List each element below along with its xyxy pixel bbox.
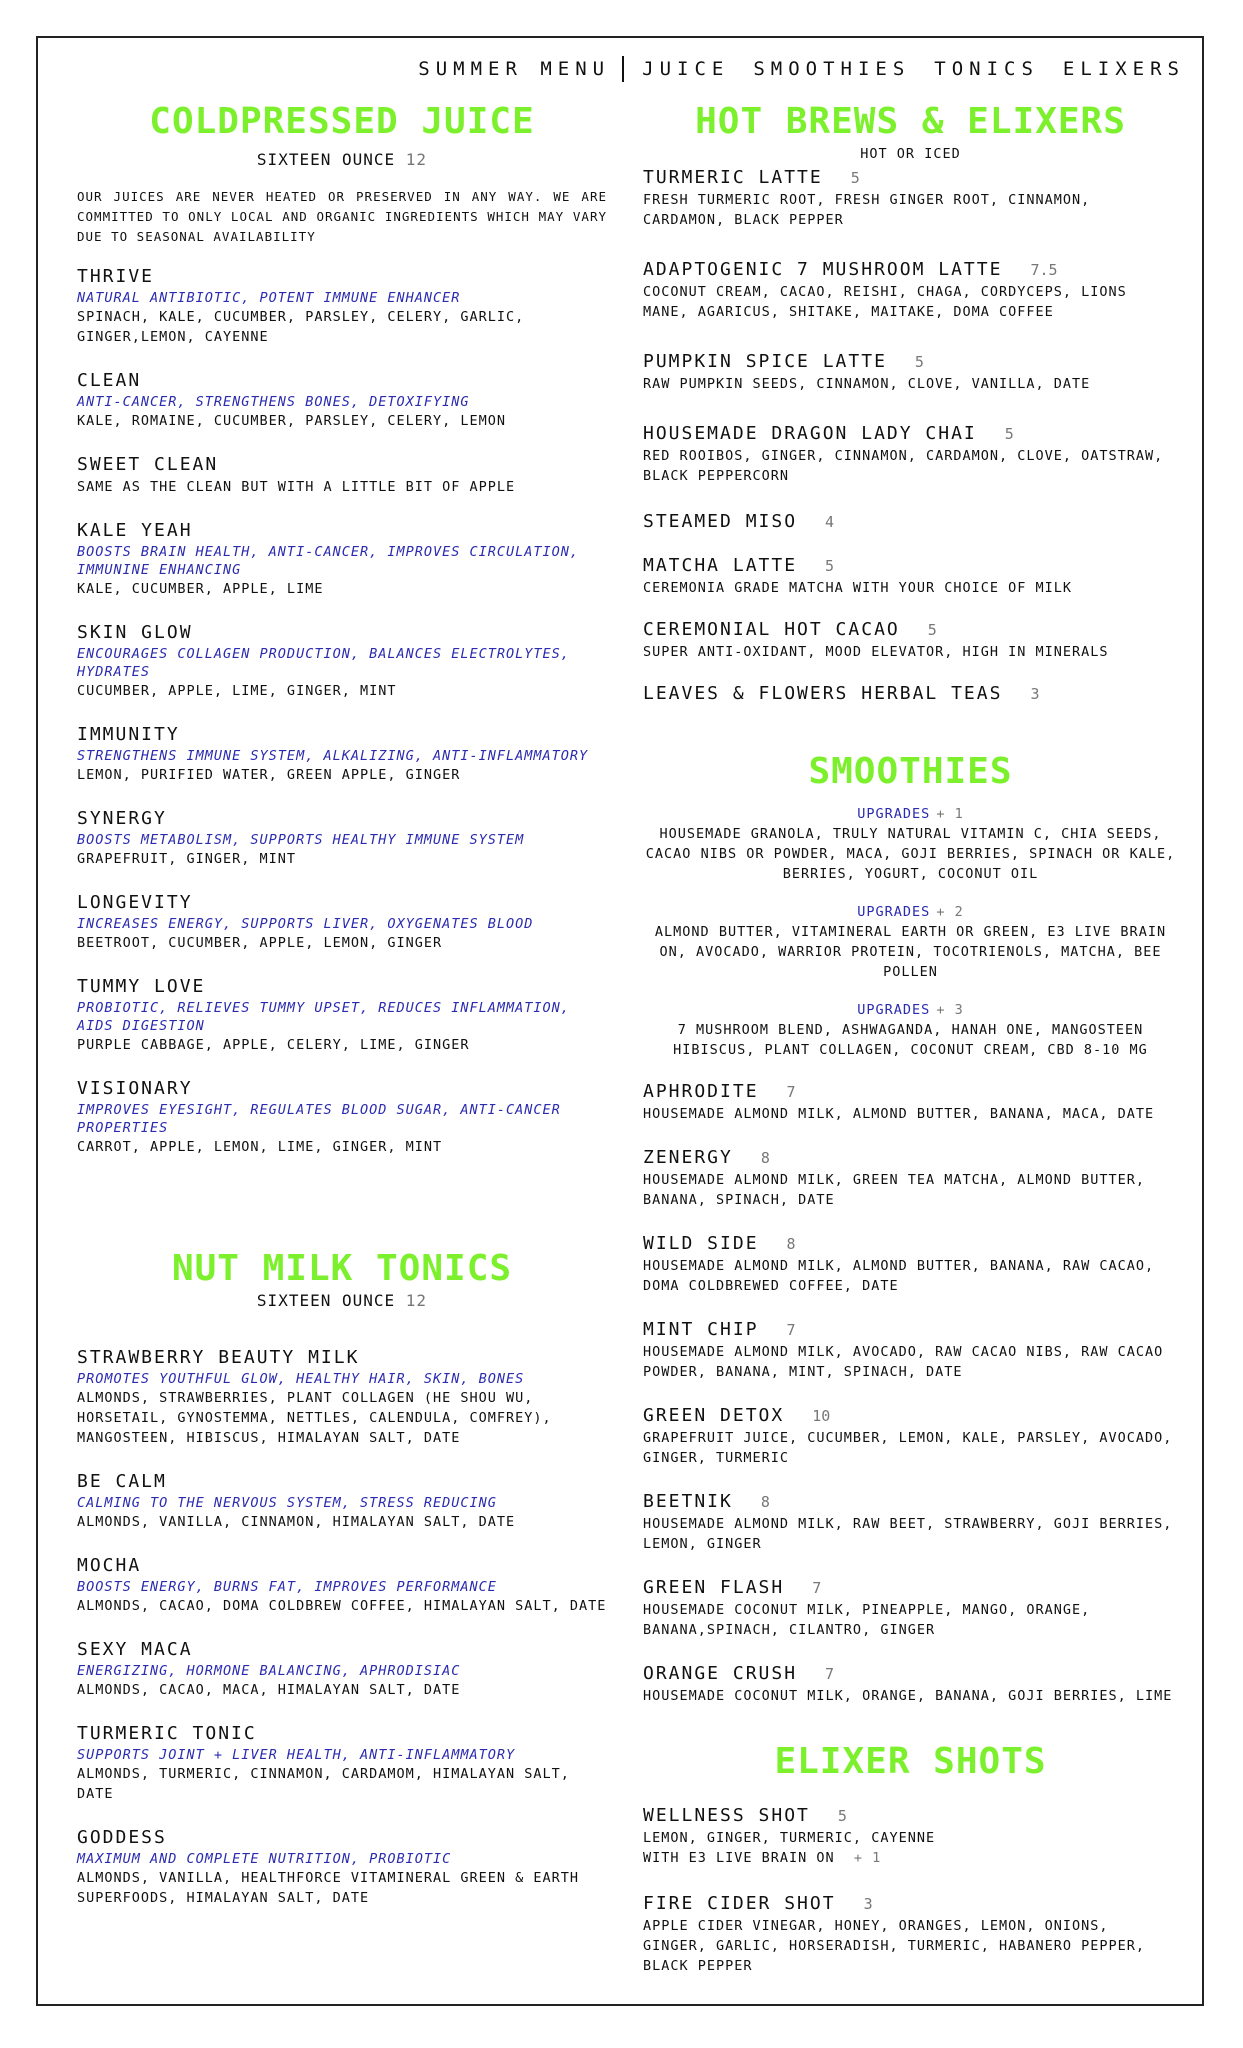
tonics-size-label: SIXTEEN OUNCE [256,1291,396,1310]
shot-item-ingredients: LEMON, GINGER, TURMERIC, CAYENNE [643,1830,936,1846]
smoothie-item-name [643,1662,1178,1686]
tonic-item-ingredients: ALMONDS, STRAWBERRIES, PLANT COLLAGEN (HE SHOU WU, HORSETAIL, GYNOSTEMMA, NETTLES, CALENDULA, COMFREY), MANGOSTEEN, HIBISCUS, HIMALAYAN SALT, DATE [77,1390,552,1446]
smoothie-item-title: ZENERGY [643,1147,733,1168]
juice-item-ingredients: SAME AS THE CLEAN BUT WITH A LITTLE BIT OF APPLE [77,479,516,495]
upgrade-options: HOUSEMADE GRANOLA, TRULY NATURAL VITAMIN C, CHIA SEEDS, CACAO NIBS OR POWDER, MACA, GOJI BERRIES, SPINACH OR KALE, BERRIES, YOGURT, COCONUT OIL [645,826,1176,882]
tonic-item-name: STRAWBERRY BEAUTY MILK [77,1347,360,1368]
upgrade-label: UPGRADES [857,904,931,920]
smoothie-item-ingredients: HOUSEMADE ALMOND MILK, AVOCADO, RAW CACAO NIBS, RAW CACAO POWDER, BANANA, MINT, SPINACH, DATE [643,1344,1164,1380]
smoothie-item [643,1146,1178,1210]
smoothies-section-title: SMOOTHIES [808,751,1013,792]
tonic-item [77,1826,607,1908]
hot-item [643,554,1178,598]
nav-link-juice[interactable]: JUICE [642,58,730,80]
smoothie-item-price: 8 [760,1493,770,1511]
juice-item-ingredients: CUCUMBER, APPLE, LIME, GINGER, MINT [77,683,397,699]
hot-item [643,510,1178,534]
smoothie-item-name [643,1080,1178,1104]
hot-item-price: 5 [1004,425,1014,443]
juice-item [77,723,607,785]
tonic-item-ingredients: ALMONDS, TURMERIC, CINNAMON, CARDAMOM, HIMALAYAN SALT, DATE [77,1766,570,1802]
upgrade-label: UPGRADES [857,1002,931,1018]
juice-item-name: SYNERGY [77,808,167,829]
shot-item-title: FIRE CIDER SHOT [643,1893,836,1914]
shot-item-addon [643,1848,1178,1868]
smoothie-item-title: ORANGE CRUSH [643,1663,798,1684]
hot-item-price: 5 [825,557,835,575]
smoothie-item-price: 7 [812,1579,822,1597]
smoothie-item [643,1318,1178,1382]
hot-item-name [643,618,1178,642]
nav-link-tonics[interactable]: TONICS [934,58,1039,80]
juice-section-title: COLDPRESSED JUICE [149,101,535,142]
hot-item-ingredients: FRESH TURMERIC ROOT, FRESH GINGER ROOT, CINNAMON, CARDAMON, BLACK PEPPER [643,192,1091,228]
hot-item-ingredients: RED ROOIBOS, GINGER, CINNAMON, CARDAMON, CLOVE, OATSTRAW, BLACK PEPPERCORN [643,448,1164,484]
hot-section-title: HOT BREWS & ELIXERS [695,101,1126,142]
tonic-item-benefit: MAXIMUM AND COMPLETE NUTRITION, PROBIOTIC [77,1851,452,1867]
shot-item-ingredients: APPLE CIDER VINEGAR, HONEY, ORANGES, LEMON, ONIONS, GINGER, GARLIC, HORSERADISH, TURMERIC, HABANERO PEPPER, BLACK PEPPER [643,1918,1146,1974]
juice-list [77,265,607,1157]
smoothie-item-name [643,1576,1178,1600]
tonic-item [77,1346,607,1448]
juice-item-ingredients: SPINACH, KALE, CUCUMBER, PARSLEY, CELERY, GARLIC, GINGER,LEMON, CAYENNE [77,309,525,345]
shot-item-name [643,1804,1178,1828]
juice-item-benefit: IMPROVES EYESIGHT, REGULATES BLOOD SUGAR, ANTI-CANCER PROPERTIES [77,1102,561,1136]
smoothie-item-name [643,1146,1178,1170]
hot-item-name [643,166,1178,190]
smoothie-item [643,1576,1178,1640]
upgrade-title [643,1000,1178,1020]
juice-size-price: 12 [405,150,428,169]
nav-link-smoothies[interactable]: SMOOTHIES [753,58,911,80]
juice-item-ingredients: LEMON, PURIFIED WATER, GREEN APPLE, GINGER [77,767,461,783]
tonics-section [77,1247,607,1908]
juice-item [77,519,607,599]
hot-item-price: 4 [825,513,835,531]
hot-item-title: HOUSEMADE DRAGON LADY CHAI [643,423,977,444]
juice-item-ingredients: PURPLE CABBAGE, APPLE, CELERY, LIME, GINGER [77,1037,470,1053]
hot-item-name [643,682,1178,706]
smoothie-item-name [643,1490,1178,1514]
tonic-item-name: GODDESS [77,1827,167,1848]
tonic-item-name: SEXY MACA [77,1639,193,1660]
hot-item [643,258,1178,322]
smoothie-item-title: GREEN DETOX [643,1405,785,1426]
tonic-item-name: BE CALM [77,1471,167,1492]
smoothie-item-title: APHRODITE [643,1081,759,1102]
hot-item-price: 5 [927,621,937,639]
tonic-item [77,1638,607,1700]
hot-item-title: MATCHA LATTE [643,555,798,576]
tonic-item-benefit: PROMOTES YOUTHFUL GLOW, HEALTHY HAIR, SKIN, BONES [77,1371,525,1387]
smoothie-item [643,1080,1178,1124]
tonic-item [77,1554,607,1616]
hot-item-title: LEAVES & FLOWERS HERBAL TEAS [643,683,1003,704]
smoothie-item-ingredients: HOUSEMADE ALMOND MILK, RAW BEET, STRAWBERRY, GOJI BERRIES, LEMON, GINGER [643,1516,1173,1552]
hot-item-ingredients: COCONUT CREAM, CACAO, REISHI, CHAGA, CORDYCEPS, LIONS MANE, AGARICUS, SHITAKE, MAITAKE, DOMA COFFEE [643,284,1127,320]
tonics-section-title: NUT MILK TONICS [171,1248,513,1289]
juice-item-benefit: ENCOURAGES COLLAGEN PRODUCTION, BALANCES ELECTROLYTES, HYDRATES [77,646,570,680]
juice-item [77,1077,607,1157]
upgrade-block [643,902,1178,982]
tonic-item-benefit: SUPPORTS JOINT + LIVER HEALTH, ANTI-INFLAMMATORY [77,1747,516,1763]
juice-item-ingredients: GRAPEFRUIT, GINGER, MINT [77,851,297,867]
upgrade-options: 7 MUSHROOM BLEND, ASHWAGANDA, HANAH ONE, MANGOSTEEN HIBISCUS, PLANT COLLAGEN, COCONUT CREAM, CBD 8-10 MG [673,1022,1148,1058]
upgrade-block [643,804,1178,884]
tonic-item-benefit: BOOSTS ENERGY, BURNS FAT, IMPROVES PERFORMANCE [77,1579,497,1595]
hot-item-ingredients: SUPER ANTI-OXIDANT, MOOD ELEVATOR, HIGH IN MINERALS [643,644,1109,660]
shot-item-price: 5 [837,1807,847,1825]
smoothie-item-price: 10 [812,1407,831,1425]
upgrade-options: ALMOND BUTTER, VITAMINERAL EARTH OR GREEN, E3 LIVE BRAIN ON, AVOCADO, WARRIOR PROTEIN, TOCOTRIENOLS, MATCHA, BEE POLLEN [654,924,1167,980]
juice-item [77,621,607,701]
hot-item [643,682,1178,706]
juice-item-ingredients: CARROT, APPLE, LEMON, LIME, GINGER, MINT [77,1139,443,1155]
hot-item-price: 5 [914,353,924,371]
juice-item-ingredients: KALE, ROMAINE, CUCUMBER, PARSLEY, CELERY, LEMON [77,413,507,429]
smoothie-item-ingredients: HOUSEMADE ALMOND MILK, GREEN TEA MATCHA, ALMOND BUTTER, BANANA, SPINACH, DATE [643,1172,1146,1208]
smoothie-item-title: BEETNIK [643,1491,733,1512]
smoothie-item [643,1490,1178,1554]
shot-item [643,1892,1178,1976]
juice-item-name: TUMMY LOVE [77,976,206,997]
hot-item-name [643,510,1178,534]
smoothie-item-ingredients: HOUSEMADE COCONUT MILK, PINEAPPLE, MANGO, ORANGE, BANANA,SPINACH, CILANTRO, GINGER [643,1602,1091,1638]
smoothie-item-ingredients: HOUSEMADE ALMOND MILK, ALMOND BUTTER, BANANA, RAW CACAO, DOMA COLDBREWED COFFEE, DATE [643,1258,1155,1294]
juice-item-ingredients: BEETROOT, CUCUMBER, APPLE, LEMON, GINGER [77,935,443,951]
tonics-size-price: 12 [405,1291,428,1310]
smoothie-item-name [643,1318,1178,1342]
juice-item-name: CLEAN [77,370,142,391]
smoothie-item-ingredients: HOUSEMADE ALMOND MILK, ALMOND BUTTER, BANANA, MACA, DATE [643,1106,1155,1122]
hot-item-name [643,350,1178,374]
smoothie-item [643,1404,1178,1468]
tonic-item-benefit: ENERGIZING, HORMONE BALANCING, APHRODISIAC [77,1663,461,1679]
juice-item-benefit: BOOSTS METABOLISM, SUPPORTS HEALTHY IMMUNE SYSTEM [77,832,525,848]
hot-item [643,422,1178,486]
smoothie-item-ingredients: HOUSEMADE COCONUT MILK, ORANGE, BANANA, GOJI BERRIES, LIME [643,1688,1173,1704]
hot-item-price: 5 [850,169,860,187]
tonics-size [77,1291,607,1310]
juice-item-name: THRIVE [77,266,155,287]
nav-link-elixers[interactable]: ELIXERS [1062,58,1185,80]
left-column [77,100,607,1908]
juice-item-name: VISIONARY [77,1078,193,1099]
hot-item-title: PUMPKIN SPICE LATTE [643,351,887,372]
juice-item-name: SWEET CLEAN [77,454,219,475]
juice-item-name: KALE YEAH [77,520,193,541]
hot-item-title: CEREMONIAL HOT CACAO [643,619,900,640]
upgrade-title [643,902,1178,922]
smoothie-item [643,1662,1178,1706]
smoothie-item-price: 7 [786,1083,796,1101]
smoothies-section [643,750,1178,1706]
hot-item-title: TURMERIC LATTE [643,167,823,188]
hot-item [643,166,1178,230]
juice-item-benefit: ANTI-CANCER, STRENGTHENS BONES, DETOXIFYING [77,394,470,410]
shot-item-title: WELLNESS SHOT [643,1805,810,1826]
shot-item-name [643,1892,1178,1916]
juice-item-name: LONGEVITY [77,892,193,913]
shot-item [643,1804,1178,1868]
juice-item [77,369,607,431]
smoothie-item-price: 7 [825,1665,835,1683]
tonic-item-ingredients: ALMONDS, VANILLA, CINNAMON, HIMALAYAN SALT, DATE [77,1514,516,1530]
tonic-item-ingredients: ALMONDS, CACAO, MACA, HIMALAYAN SALT, DATE [77,1682,461,1698]
smoothie-item-title: GREEN FLASH [643,1577,785,1598]
tonic-item [77,1722,607,1804]
juice-item-name: IMMUNITY [77,724,180,745]
smoothie-item-price: 7 [786,1321,796,1339]
juice-item-ingredients: KALE, CUCUMBER, APPLE, LIME [77,581,324,597]
shot-item-price: 3 [863,1895,873,1913]
juice-size [77,150,607,169]
juice-item-benefit: NATURAL ANTIBIOTIC, POTENT IMMUNE ENHANCER [77,290,461,306]
juice-item-benefit: INCREASES ENERGY, SUPPORTS LIVER, OXYGENATES BLOOD [77,916,534,932]
upgrade-label: UPGRADES [857,806,931,822]
hot-item-name [643,554,1178,578]
hot-item [643,618,1178,662]
hot-item-title: ADAPTOGENIC 7 MUSHROOM LATTE [643,259,1003,280]
shots-section [643,1740,1178,1976]
juice-item [77,453,607,497]
upgrade-title [643,804,1178,824]
juice-item-name: SKIN GLOW [77,622,193,643]
hot-item-name [643,258,1178,282]
tonic-item [77,1470,607,1532]
juice-size-label: SIXTEEN OUNCE [256,150,396,169]
tonic-item-ingredients: ALMONDS, VANILLA, HEALTHFORCE VITAMINERAL GREEN & EARTH SUPERFOODS, HIMALAYAN SALT, DATE [77,1870,580,1906]
hot-item-name [643,422,1178,446]
juice-item [77,807,607,869]
juice-item [77,891,607,953]
smoothie-item [643,1232,1178,1296]
right-column [643,100,1178,1976]
smoothie-item-title: WILD SIDE [643,1233,759,1254]
shot-addon-price: + 1 [853,1850,882,1866]
upgrade-block [643,1000,1178,1060]
tonic-item-ingredients: ALMONDS, CACAO, DOMA COLDBREW COFFEE, HIMALAYAN SALT, DATE [77,1598,607,1614]
tonic-item-name: TURMERIC TONIC [77,1723,257,1744]
shots-section-title: ELIXER SHOTS [774,1741,1047,1782]
smoothie-item-title: MINT CHIP [643,1319,759,1340]
juice-item [77,975,607,1055]
smoothie-item-price: 8 [786,1235,796,1253]
smoothie-item-name [643,1232,1178,1256]
hot-item-price: 3 [1030,685,1040,703]
tonic-item-benefit: CALMING TO THE NERVOUS SYSTEM, STRESS REDUCING [77,1495,497,1511]
hot-item-ingredients: RAW PUMPKIN SEEDS, CINNAMON, CLOVE, VANILLA, DATE [643,376,1091,392]
hot-item-title: STEAMED MISO [643,511,798,532]
top-navigation [418,56,1185,82]
juice-item-benefit: BOOSTS BRAIN HEALTH, ANTI-CANCER, IMPROVES CIRCULATION, IMMUNINE ENHANCING [77,544,580,578]
smoothie-item-name [643,1404,1178,1428]
hot-item-ingredients: CEREMONIA GRADE MATCHA WITH YOUR CHOICE OF MILK [643,580,1073,596]
hot-subtitle: HOT OR ICED [860,146,961,162]
upgrade-price: + 3 [936,1002,964,1018]
upgrade-price: + 1 [936,806,964,822]
menu-label: SUMMER MENU [418,58,611,80]
tonic-item-name: MOCHA [77,1555,142,1576]
juice-note: OUR JUICES ARE NEVER HEATED OR PRESERVED IN ANY WAY. WE ARE COMMITTED TO ONLY LOCAL AND ORGANIC INGREDIENTS WHICH MAY VARY DUE TO SEASONAL AVAILABILITY [77,189,607,244]
hot-item-price: 7.5 [1030,261,1058,279]
upgrade-price: + 2 [936,904,964,920]
juice-item-benefit: PROBIOTIC, RELIEVES TUMMY UPSET, REDUCES INFLAMMATION, AIDS DIGESTION [77,1000,570,1034]
hot-item [643,350,1178,394]
smoothie-item-price: 8 [760,1149,770,1167]
nav-divider [622,56,624,82]
smoothie-item-ingredients: GRAPEFRUIT JUICE, CUCUMBER, LEMON, KALE, PARSLEY, AVOCADO, GINGER, TURMERIC [643,1430,1173,1466]
juice-item-benefit: STRENGTHENS IMMUNE SYSTEM, ALKALIZING, ANTI-INFLAMMATORY [77,748,589,764]
shot-addon-label: WITH E3 LIVE BRAIN ON [643,1850,835,1866]
juice-item [77,265,607,347]
